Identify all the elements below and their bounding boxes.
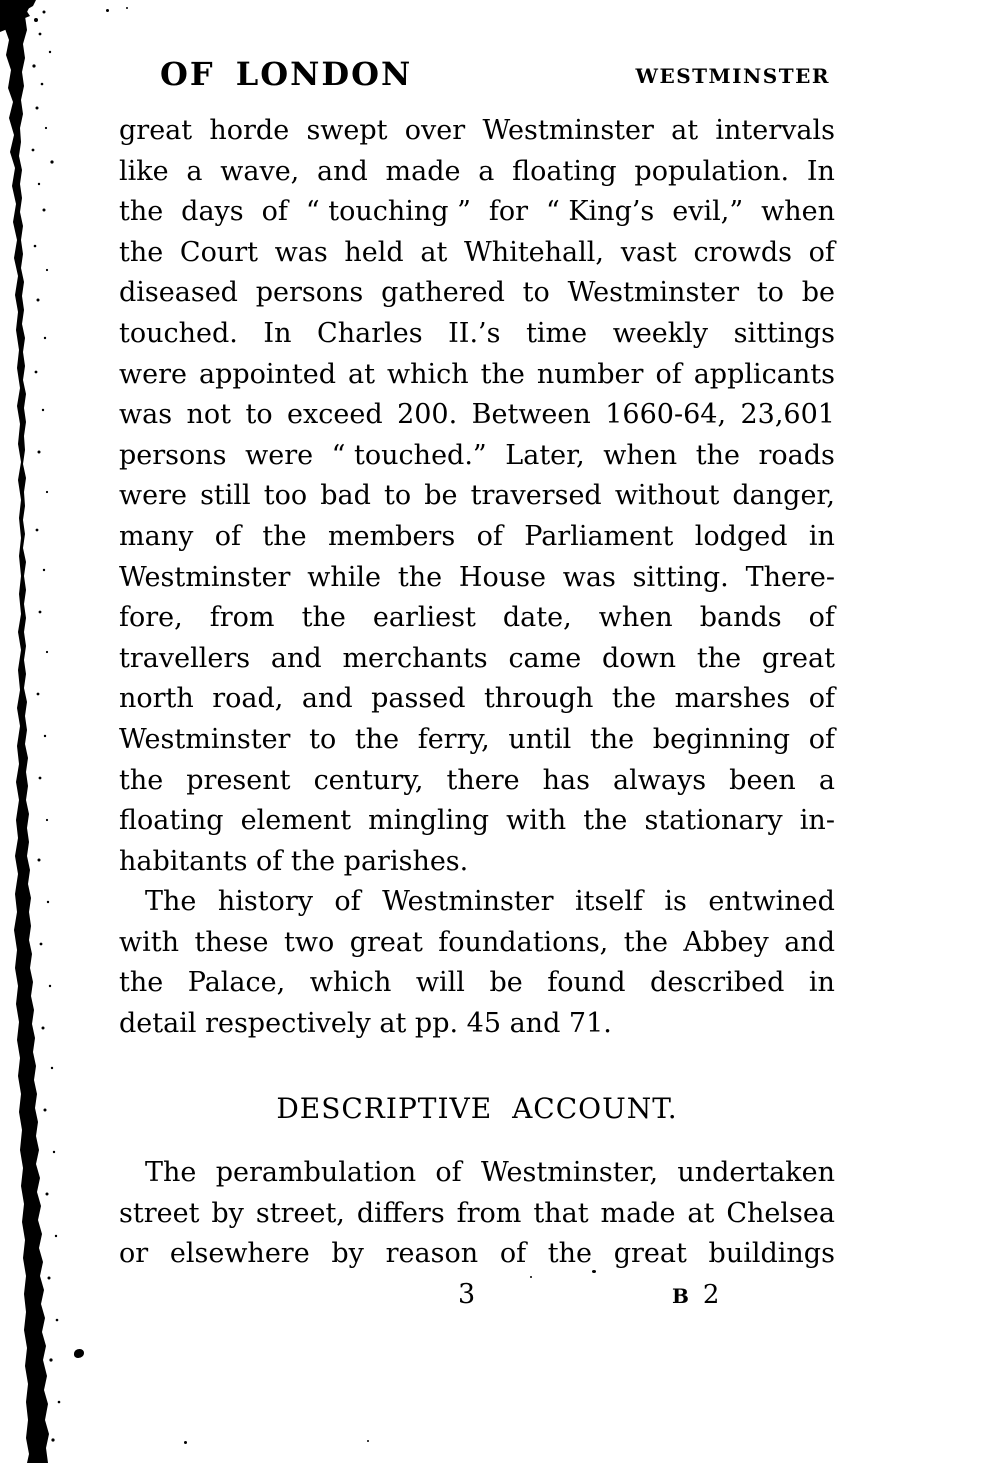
section-heading: DESCRIPTIVE ACCOUNT. xyxy=(276,1092,678,1125)
text-line: the Palace, which will be found described in xyxy=(119,967,835,999)
ink-speck xyxy=(530,1276,532,1278)
ink-speck xyxy=(106,9,109,12)
text-line: Westminster to the ferry, until the beginning of xyxy=(119,723,835,755)
text-line: north road, and passed through the marshes of xyxy=(119,683,835,715)
text-line: The history of Westminster itself is entwined xyxy=(145,886,835,918)
text-line: or elsewhere by reason of the great buildings xyxy=(119,1238,835,1270)
body-text-block xyxy=(119,111,835,1045)
page-number: 3 xyxy=(458,1279,476,1310)
text-line: were still too bad to be traversed without danger, xyxy=(119,480,835,512)
descriptive-account-block xyxy=(119,1153,835,1275)
binding-edge-artifact xyxy=(0,0,90,1463)
text-line: The perambulation of Westminster, undertaken xyxy=(145,1157,835,1188)
text-line: the days of “ touching ” for “ King’s evil,” when xyxy=(119,196,835,228)
ink-speck xyxy=(184,1441,187,1444)
signature-letter: B xyxy=(672,1284,689,1308)
running-head-section: WESTMINSTER xyxy=(635,64,830,88)
text-line: diseased persons gathered to Westminster to be xyxy=(119,277,835,309)
text-line: floating element mingling with the stationary in- xyxy=(119,805,835,837)
text-line: the Court was held at Whitehall, vast crowds of xyxy=(119,236,835,268)
running-head-title: OF LONDON xyxy=(160,55,413,93)
signature-number: 2 xyxy=(702,1280,720,1310)
ink-speck xyxy=(367,1440,369,1442)
text-line: were appointed at which the number of applicants xyxy=(119,358,835,390)
text-line: persons were “ touched.” Later, when the roads xyxy=(119,439,835,471)
text-line: like a wave, and made a floating population. In xyxy=(119,155,835,187)
text-line: fore, from the earliest date, when bands of xyxy=(119,602,835,634)
text-line: many of the members of Parliament lodged in xyxy=(119,520,835,552)
ink-speck xyxy=(126,7,128,9)
text-line: detail respectively at pp. 45 and 71. xyxy=(119,1008,612,1040)
text-line: the present century, there has always been a xyxy=(119,764,835,796)
signature-mark xyxy=(672,1278,719,1315)
text-line: street by street, differs from that made at Chelsea xyxy=(119,1197,835,1229)
text-line: Westminster while the House was sitting. There- xyxy=(119,561,835,593)
text-line: travellers and merchants came down the great xyxy=(119,642,835,674)
text-line: touched. In Charles II.’s time weekly sittings xyxy=(119,317,835,349)
text-line: with these two great foundations, the Abbey and xyxy=(119,926,835,958)
text-line: habitants of the parishes. xyxy=(119,845,469,877)
text-line: great horde swept over Westminster at intervals xyxy=(119,115,835,146)
text-line: was not to exceed 200. Between 1660-64, 23,601 xyxy=(119,399,835,431)
